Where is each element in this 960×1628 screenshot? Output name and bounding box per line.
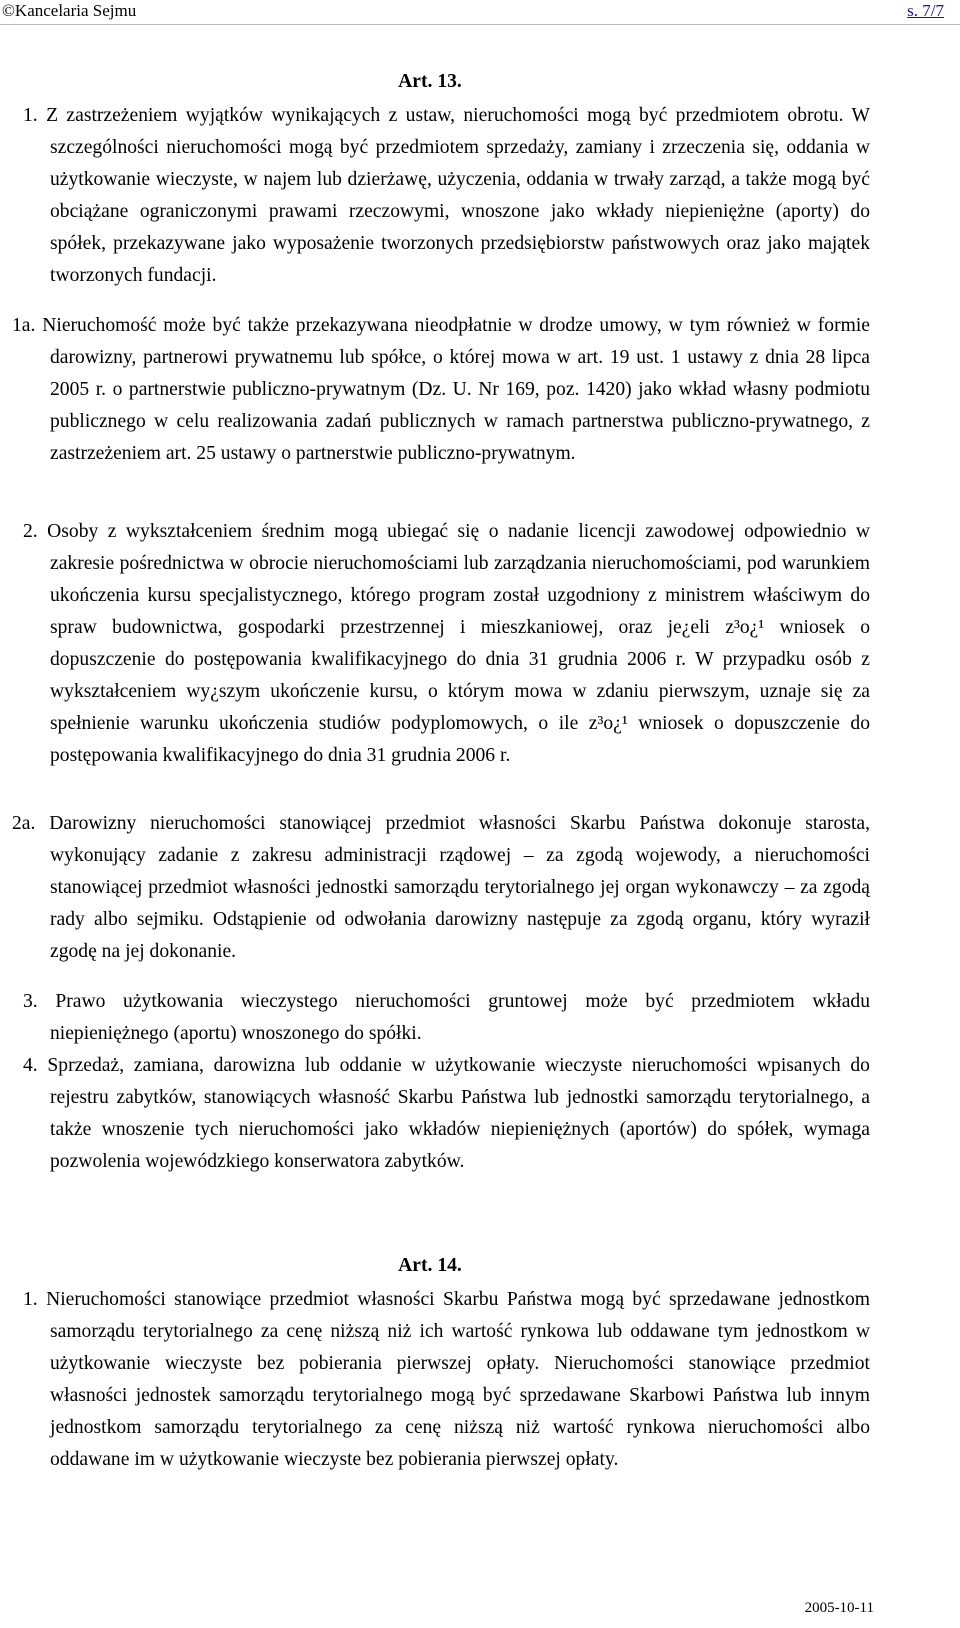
paragraph-text: Sprzedaż, zamiana, darowizna lub oddanie w użytkowanie wieczyste nieruchomości wpisanych do rejestru zabytków, stanowiących własność Skarbu Państwa lub jednostki samorządu terytorialnego, a także wnoszenie tych nieruchomości jako wkładów niepieniężnych (aportów) do spółek, wymaga pozwolenia wojewódzkiego konserwatora zabytków. [47, 1055, 870, 1172]
paragraph-text: Nieruchomości stanowiące przedmiot własności Skarbu Państwa mogą być sprzedawane jednostkom samorządu terytorialnego za cenę niższą niż ich wartość rynkowa lub oddawane tym jednostkom w użytkowanie wieczyste bez pobierania pierwszej opłaty. Nieruchomości stanowiące przedmiot własności jednostek samorządu terytorialnego mogą być sprzedawane Skarbowi Państwa lub innym jednostkom samorządu terytorialnego za cenę niższą niż wartość rynkowa nieruchomości albo oddawane im w użytkowanie wieczyste bez pobierania pierwszej opłaty. [46, 1289, 870, 1470]
article-13-title: Art. 13. [398, 71, 462, 92]
article-13-paragraph-1 [23, 100, 870, 292]
article-13-paragraph-2a [12, 808, 871, 968]
paragraph-number: 4. [23, 1055, 38, 1076]
paragraph-number: 3. [23, 991, 38, 1012]
header-source: ©Kancelaria Sejmu [2, 1, 137, 20]
paragraph-number: 1. [23, 105, 38, 126]
paragraph-text: Osoby z wykształceniem średnim mogą ubiegać się o nadanie licencji zawodowej odpowiednio w zakresie pośrednictwa w obrocie nieruchomościami lub zarządzania nieruchomościami, pod warunkiem ukończenia kursu specjalistycznego, którego program został uzgodniony z ministrem właściwym do spraw budownictwa, gospodarki przestrzennej i mieszkaniowej, oraz je¿eli z³o¿¹ wniosek o dopuszczenie do postępowania kwalifikacyjnego do dnia 31 grudnia 2006 r. W przypadku osób z wykształceniem wy¿szym ukończenie kursu, o którym mowa w zdaniu pierwszym, uznaje się za spełnienie warunku ukończenia studiów podyplomowych, o ile z³o¿¹ wniosek o dopuszczenie do postępowania kwalifikacyjnego do dnia 31 grudnia 2006 r. [47, 521, 870, 766]
paragraph-number: 1. [23, 1289, 38, 1310]
header-page-link[interactable]: s. 7/7 [907, 1, 944, 20]
paragraph-text: Prawo użytkowania wieczystego nieruchomości gruntowej może być przedmiotem wkładu niepieniężnego (aportu) wnoszonego do spółki. [50, 991, 870, 1044]
article-13-paragraph-4 [23, 1050, 870, 1178]
paragraph-text: Nieruchomość może być także przekazywana nieodpłatnie w drodze umowy, w tym również w formie darowizny, partnerowi prywatnemu lub spółce, o której mowa w art. 19 ust. 1 ustawy z dnia 28 lipca 2005 r. o partnerstwie publiczno-prywatnym (Dz. U. Nr 169, poz. 1420) jako wkład własny podmiotu publicznego w celu realizowania zadań publicznych w ramach partnerstwa publiczno-prywatnego, z zastrzeżeniem art. 25 ustawy o partnerstwie publiczno-prywatnym. [42, 315, 870, 464]
paragraph-text: Z zastrzeżeniem wyjątków wynikających z ustaw, nieruchomości mogą być przedmiotem obrotu. W szczególności nieruchomości mogą być przedmiotem sprzedaży, zamiany i zrzeczenia się, oddania w użytkowanie wieczyste, w najem lub dzierżawę, użyczenia, oddania w trwały zarząd, a także mogą być obciążane ograniczonymi prawami rzeczowymi, wnoszone jako wkłady niepieniężne (aporty) do spółek, przekazywane jako wyposażenie tworzonych przedsiębiorstw państwowych oraz jako majątek tworzonych fundacji. [46, 105, 870, 286]
article-13-paragraph-2 [23, 516, 870, 772]
article-14-paragraph-1 [23, 1284, 870, 1476]
article-14-title: Art. 14. [398, 1255, 462, 1276]
footer-date: 2005-10-11 [804, 1600, 874, 1616]
header-divider [0, 24, 960, 25]
paragraph-text: Darowizny nieruchomości stanowiącej przedmiot własności Skarbu Państwa dokonuje starosta, wykonujący zadanie z zakresu administracji rządowej – za zgodą wojewody, a nieruchomości stanowiącej przedmiot własności jednostki samorządu terytorialnego jej organ wykonawczy – za zgodą rady albo sejmiku. Odstąpienie od odwołania darowizny następuje za zgodą organu, który wyraził zgodę na jej dokonanie. [49, 813, 871, 962]
article-13-paragraph-1a [12, 310, 870, 470]
article-13-paragraph-3 [23, 986, 870, 1050]
paragraph-number: 1a. [12, 315, 36, 336]
paragraph-number: 2a. [12, 813, 36, 834]
page-header [0, 0, 960, 22]
paragraph-number: 2. [23, 521, 38, 542]
